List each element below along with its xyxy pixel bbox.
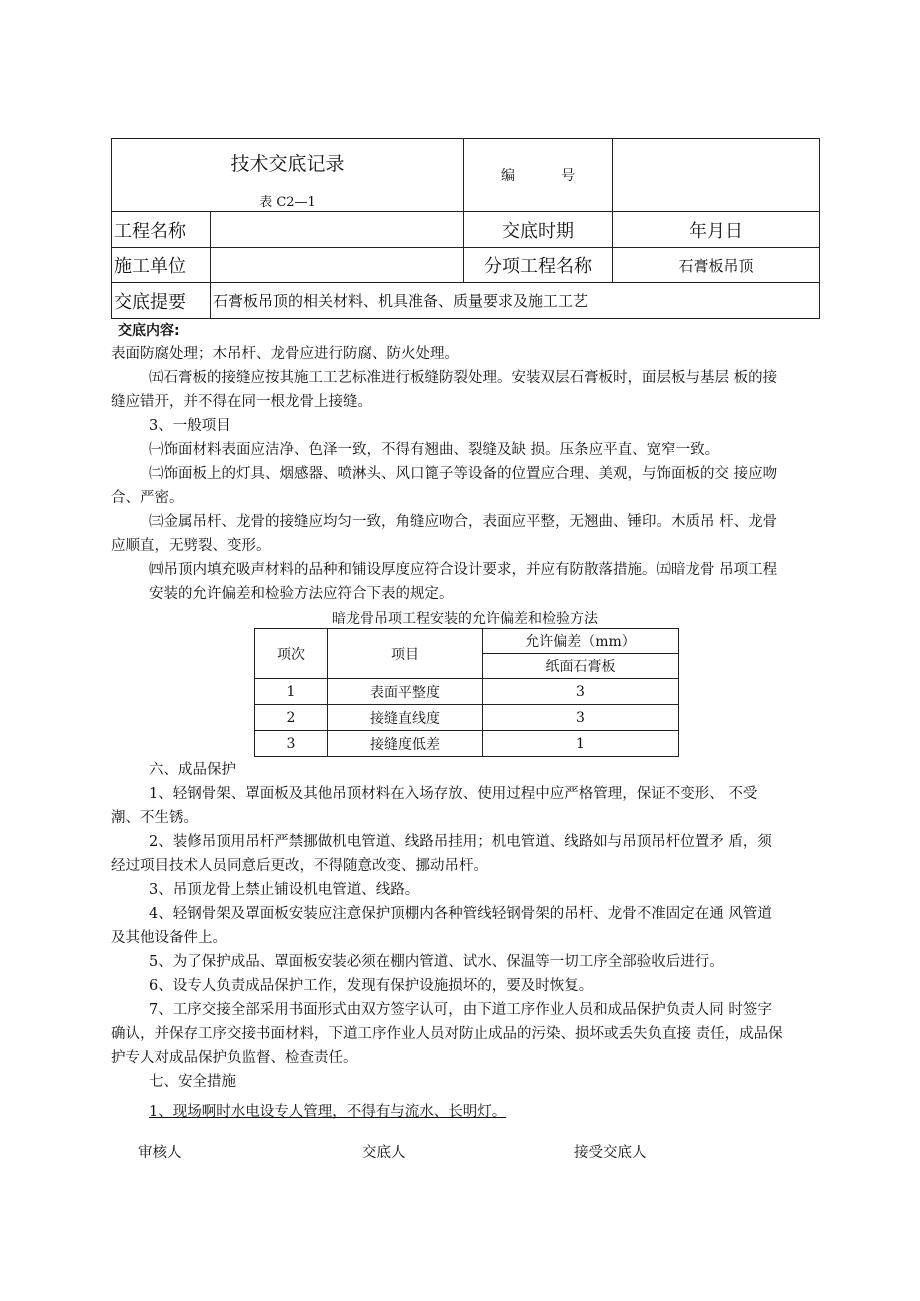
protection-line: 确认，并保存工序交接书面材料，下道工序作业人员对防止成品的污染、损坏或丢失负直接 责任，成品保: [111, 1026, 783, 1042]
content-line: 3、一般项目: [149, 418, 231, 434]
content-heading: 交底内容:: [118, 323, 180, 339]
protection-line: 1、轻钢骨架、罩面板及其他吊顶材料在入场存放、使用过程中应严格管理，保证不变形、 不受: [149, 786, 758, 802]
row-no: 2: [255, 705, 328, 731]
col-index-header: 项次: [255, 629, 328, 679]
row-item: 接缝度低差: [328, 731, 483, 757]
protection-line: 经过项目技术人员同意后更改，不得随意改变、挪动吊杆。: [111, 858, 488, 874]
unit-value: [211, 248, 464, 283]
row-no: 1: [255, 679, 328, 705]
row-value: 3: [483, 705, 679, 731]
number-label: 编 号: [464, 139, 613, 212]
content-line: ㈡饰面板上的灯具、烟感器、喷淋头、风口篦子等设备的位置应合理、美观，与饰面板的交 接应吻: [149, 466, 778, 482]
protection-line: 潮、不生锈。: [111, 810, 198, 826]
content-line: ㈣吊顶内填充吸声材料的品种和铺设厚度应符合设计要求，并应有防散落措施。㈤暗龙骨 吊项工程: [149, 562, 778, 578]
row-no: 3: [255, 731, 328, 757]
content-line: ㈤石膏板的接缝应按其施工工艺标准进行板缝防裂处理。安装双层石膏板时，面层板与基层 板的接: [149, 370, 778, 386]
table-caption: 暗龙骨吊项工程安装的允许偏差和检验方法: [332, 611, 598, 627]
form-code: 表 C2—1: [259, 195, 316, 210]
protection-line: 护专人对成品保护负监督、检查责任。: [111, 1050, 358, 1066]
row-value: 1: [483, 731, 679, 757]
row-item: 接缝直线度: [328, 705, 483, 731]
number-value: [613, 139, 820, 212]
row-item: 表面平整度: [328, 679, 483, 705]
protection-line: 6、设专人负责成品保护工作，发现有保护设施损坏的，要及时恢复。: [149, 978, 594, 994]
content-line: 安装的允许偏差和检验方法应符合下表的规定。: [149, 586, 454, 602]
subproject-value: 石膏板吊顶: [613, 248, 820, 283]
subproject-label: 分项工程名称: [464, 248, 613, 283]
safety-line: 1、现场啊时水电设专人管理，不得有与流水、长明灯。: [149, 1104, 507, 1120]
protection-line: 2、装修吊顶用吊杆严禁挪做机电管道、线路吊挂用；机电管道、线路如与吊顶吊杆位置矛 盾，须: [149, 834, 772, 850]
unit-label: 施工单位: [112, 248, 211, 283]
summary-label: 交底提要: [112, 283, 211, 319]
protection-heading: 六、成品保护: [149, 762, 236, 778]
protection-line: 及其他设备件上。: [111, 930, 227, 946]
protection-line: 5、为了保护成品、罩面板安装必须在棚内管道、试水、保温等一切工序全部验收后进行。: [149, 954, 724, 970]
presenter-label: 交底人: [362, 1145, 406, 1161]
table-row: [255, 731, 679, 757]
table-row: [255, 705, 679, 731]
safety-line-wrap: [111, 1100, 821, 1124]
row-value: 3: [483, 679, 679, 705]
date-value: 年月日: [613, 212, 820, 248]
protection-line: 7、工序交接全部采用书面形式由双方签字认可，由下道工序作业人员和成品保护负责人同 时签字: [149, 1002, 772, 1018]
header-table: [111, 138, 820, 319]
deviation-table: [254, 628, 679, 757]
content-line: 应顺直，无劈裂、变形。: [111, 538, 271, 554]
safety-heading: 七、安全措施: [149, 1074, 236, 1090]
col-sub-header: 纸面石膏板: [483, 654, 679, 679]
summary-value: 石膏板吊顶的相关材料、机具准备、质量要求及施工工艺: [211, 283, 820, 319]
content-line: 合、严密。: [111, 490, 184, 506]
content-line: 缝应错开，并不得在同一根龙骨上接缝。: [111, 394, 372, 410]
date-label: 交底时期: [464, 212, 613, 248]
protection-line: 3、吊顶龙骨上禁止铺设机电管道、线路。: [149, 882, 420, 898]
col-tolerance-header: 允许偏差（mm）: [483, 629, 679, 654]
project-name-value: [211, 212, 464, 248]
document-title: 技术交底记录: [230, 153, 345, 175]
content-line: 表面防腐处理；木吊杆、龙骨应进行防腐、防火处理。: [111, 346, 459, 362]
table-row: [255, 679, 679, 705]
col-item-header: 项目: [328, 629, 483, 679]
protection-line: 4、轻钢骨架及罩面板安装应注意保护顶棚内各种管线轻钢骨架的吊杆、龙骨不准固定在通 风管道: [149, 906, 772, 922]
reviewer-label: 审核人: [138, 1145, 182, 1161]
receiver-label: 接受交底人: [574, 1145, 647, 1161]
content-line: ㈠饰面材料表面应洁净、色泽一致，不得有翘曲、裂缝及缺 损。压条应平直、宽窄一致。: [149, 442, 720, 458]
content-line: ㈢金属吊杆、龙骨的接缝应均匀一致，角缝应吻合，表面应平整，无翘曲、锤印。木质吊 杆、龙骨: [149, 514, 778, 530]
title-cell: [112, 139, 464, 212]
project-name-label: 工程名称: [112, 212, 211, 248]
